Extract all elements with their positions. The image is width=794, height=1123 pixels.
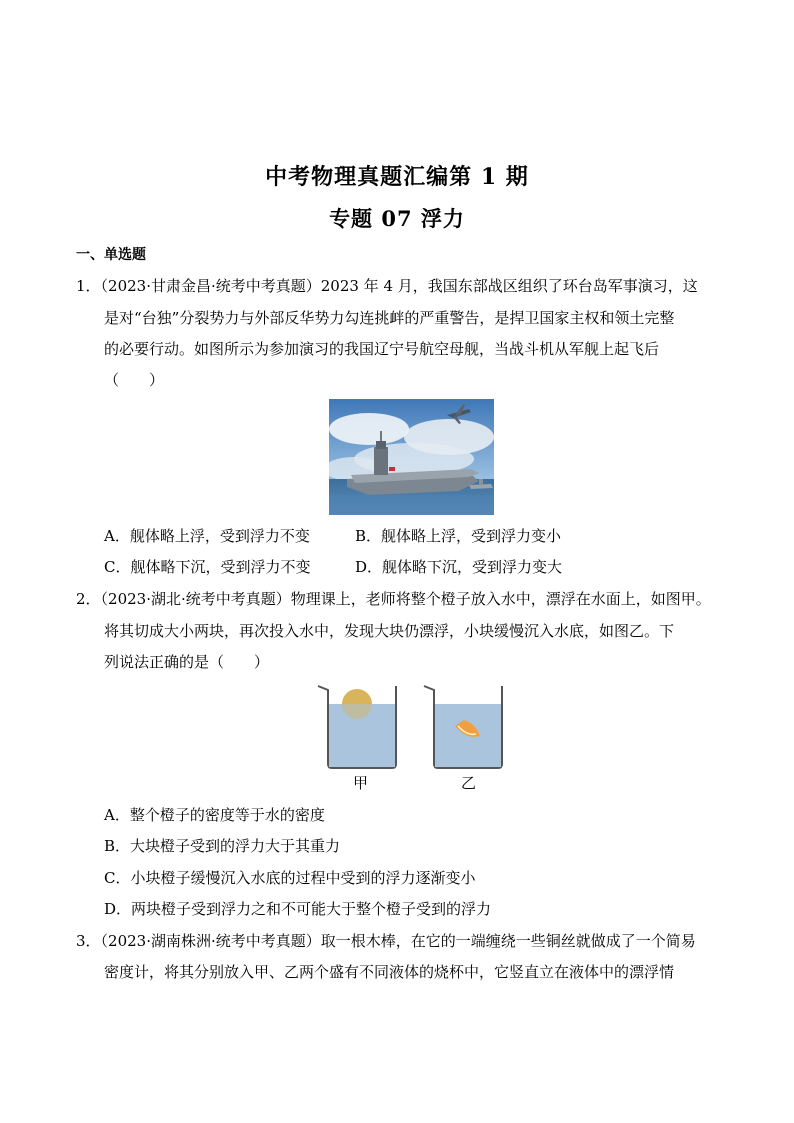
figure-label-jia: 甲 [353, 774, 369, 792]
question-1-line-2: 是对“台独”分裂势力与外部反华势力勾连挑衅的严重警告，是捍卫国家主权和领土完整 [104, 309, 675, 327]
question-2-line-3: 列说法正确的是（ ） [104, 653, 270, 671]
question-2-option-d: D．两块橙子受到浮力之和不可能大于整个橙子受到的浮力 [104, 900, 492, 918]
section-heading: 一、单选题 [76, 247, 146, 263]
question-2-option-c: C．小块橙子缓慢沉入水底的过程中受到的浮力逐渐变小 [104, 869, 476, 887]
question-1-option-c: C．舰体略下沉，受到浮力不变 [104, 558, 311, 576]
question-2-option-b: B．大块橙子受到的浮力大于其重力 [104, 837, 341, 855]
beakers-diagram [314, 680, 514, 770]
question-2-line-2: 将其切成大小两块，再次投入水中，发现大块仍漂浮，小块缓慢沉入水底，如图乙。下 [104, 622, 675, 640]
question-1-line-4: （ ） [104, 371, 165, 389]
aircraft-carrier-photo [329, 399, 494, 515]
question-2-option-a: A．整个橙子的密度等于水的密度 [104, 806, 325, 824]
question-2-line-1: 2．（2023·湖北·统考中考真题）物理课上，老师将整个橙子放入水中，漂浮在水面上，如图甲。 [76, 590, 711, 608]
figure-label-yi: 乙 [461, 774, 477, 792]
question-1-option-d: D．舰体略下沉，受到浮力变大 [355, 558, 563, 576]
question-1-option-b: B．舰体略上浮，受到浮力变小 [355, 527, 562, 545]
question-1-option-a: A．舰体略上浮，受到浮力不变 [104, 527, 310, 545]
page-title: 中考物理真题汇编第 1 期 [265, 164, 529, 190]
question-1-line-3: 的必要行动。如图所示为参加演习的我国辽宁号航空母舰，当战斗机从军舰上起飞后 [104, 340, 660, 358]
question-3-line-1: 3．（2023·湖南株洲·统考中考真题）取一根木棒，在它的一端缠绕一些铜丝就做成了一个简易 [76, 932, 696, 950]
question-3-line-2: 密度计，将其分别放入甲、乙两个盛有不同液体的烧杯中，它竖直立在液体中的漂浮情 [104, 963, 675, 981]
page-subtitle: 专题 07 浮力 [329, 206, 465, 231]
question-1-line-1: 1．（2023·甘肃金昌·统考中考真题）2023 年 4 月，我国东部战区组织了环台岛军事演习，这 [76, 277, 698, 295]
